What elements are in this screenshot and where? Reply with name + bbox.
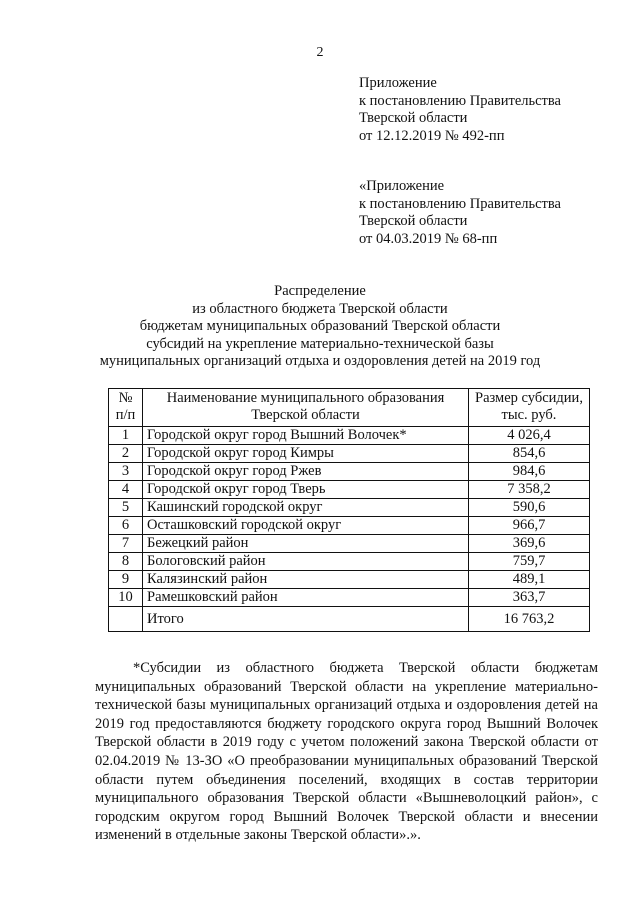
- table-header-row: [109, 389, 590, 427]
- row-value: 590,6: [469, 499, 590, 517]
- header-name: Наименование муниципального образования Тверской области: [143, 389, 469, 427]
- row-number: 4: [109, 481, 143, 499]
- row-name: Городской округ город Кимры: [143, 445, 469, 463]
- appendix-line: Приложение: [359, 75, 437, 91]
- appendix-line: от 12.12.2019 № 492-пп: [359, 127, 505, 144]
- total-label: Итого: [143, 607, 469, 632]
- row-number: 6: [109, 517, 143, 535]
- footnote-text: *Субсидии из областного бюджета Тверской области бюджетам муниципальных образований Тверской области на укрепление материально-технической базы муниципальных организаций отдыха и оздоровления детей на 2019 год предоставляются бюджету городского округа город Вышний Волочек Тверской области в 2019 году с учетом положений закона Тверской области от 02.04.2019 № 13-ЗО «О преобразовании муниципальных образований Тверской области путем объединения поселений, входящих в состав территории муниципального образования Тверской области «Вышневолоцкий район», с городским округом город Вышний Волочек Тверской области и внесении изменений в отдельные законы Тверской области».».: [95, 660, 598, 844]
- table-row: [109, 463, 590, 481]
- appendix-line: к постановлению Правительства: [359, 195, 561, 212]
- appendix-line: к постановлению Правительства: [359, 92, 561, 109]
- row-name: Городской округ город Вышний Волочек*: [143, 427, 469, 445]
- header-value: Размер субсидии, тыс. руб.: [469, 389, 590, 427]
- table-row: [109, 535, 590, 553]
- table-row: [109, 499, 590, 517]
- table-row: [109, 517, 590, 535]
- row-value: 854,6: [469, 445, 590, 463]
- appendix-line: от 04.03.2019 № 68-пп: [359, 230, 498, 247]
- row-name: Бологовский район: [143, 553, 469, 571]
- row-value: 4 026,4: [469, 427, 590, 445]
- title-line: из областного бюджета Тверской области: [192, 300, 448, 317]
- title-line: муниципальных организаций отдыха и оздоровления детей на 2019 год: [99, 353, 541, 370]
- row-number: 10: [109, 589, 143, 607]
- row-number: 9: [109, 571, 143, 589]
- subsidy-table: [108, 388, 590, 632]
- row-value: 369,6: [469, 535, 590, 553]
- total-empty-cell: [109, 607, 143, 632]
- appendix-block-current: [359, 75, 561, 145]
- row-name: Рамешковский район: [143, 589, 469, 607]
- row-number: 5: [109, 499, 143, 517]
- appendix-block-original: [359, 178, 561, 248]
- title-line: субсидий на укрепление материально-технической базы: [146, 335, 494, 352]
- row-name: Осташковский городской округ: [143, 517, 469, 535]
- row-name: Бежецкий район: [143, 535, 469, 553]
- table-total-row: [109, 607, 590, 632]
- row-value: 984,6: [469, 463, 590, 481]
- row-value: 966,7: [469, 517, 590, 535]
- table-row: [109, 571, 590, 589]
- row-name: Городской округ город Тверь: [143, 481, 469, 499]
- row-number: 8: [109, 553, 143, 571]
- document-title: [0, 283, 640, 371]
- table-row: [109, 553, 590, 571]
- table-row: [109, 427, 590, 445]
- row-value: 489,1: [469, 571, 590, 589]
- title-line: бюджетам муниципальных образований Тверской области: [139, 318, 501, 335]
- row-value: 759,7: [469, 553, 590, 571]
- footnote: [95, 659, 598, 845]
- row-number: 3: [109, 463, 143, 481]
- table-row: [109, 445, 590, 463]
- header-number: № п/п: [109, 389, 143, 427]
- row-value: 7 358,2: [469, 481, 590, 499]
- appendix-line: Тверской области: [359, 110, 468, 126]
- row-number: 7: [109, 535, 143, 553]
- table-row: [109, 589, 590, 607]
- row-name: Калязинский район: [143, 571, 469, 589]
- title-line: Распределение: [274, 283, 366, 299]
- row-name: Городской округ город Ржев: [143, 463, 469, 481]
- row-value: 363,7: [469, 589, 590, 607]
- row-number: 1: [109, 427, 143, 445]
- appendix-line: «Приложение: [359, 178, 445, 194]
- appendix-line: Тверской области: [359, 213, 468, 229]
- total-value: 16 763,2: [469, 607, 590, 632]
- page-number: 2: [316, 45, 324, 60]
- table-row: [109, 481, 590, 499]
- row-name: Кашинский городской округ: [143, 499, 469, 517]
- row-number: 2: [109, 445, 143, 463]
